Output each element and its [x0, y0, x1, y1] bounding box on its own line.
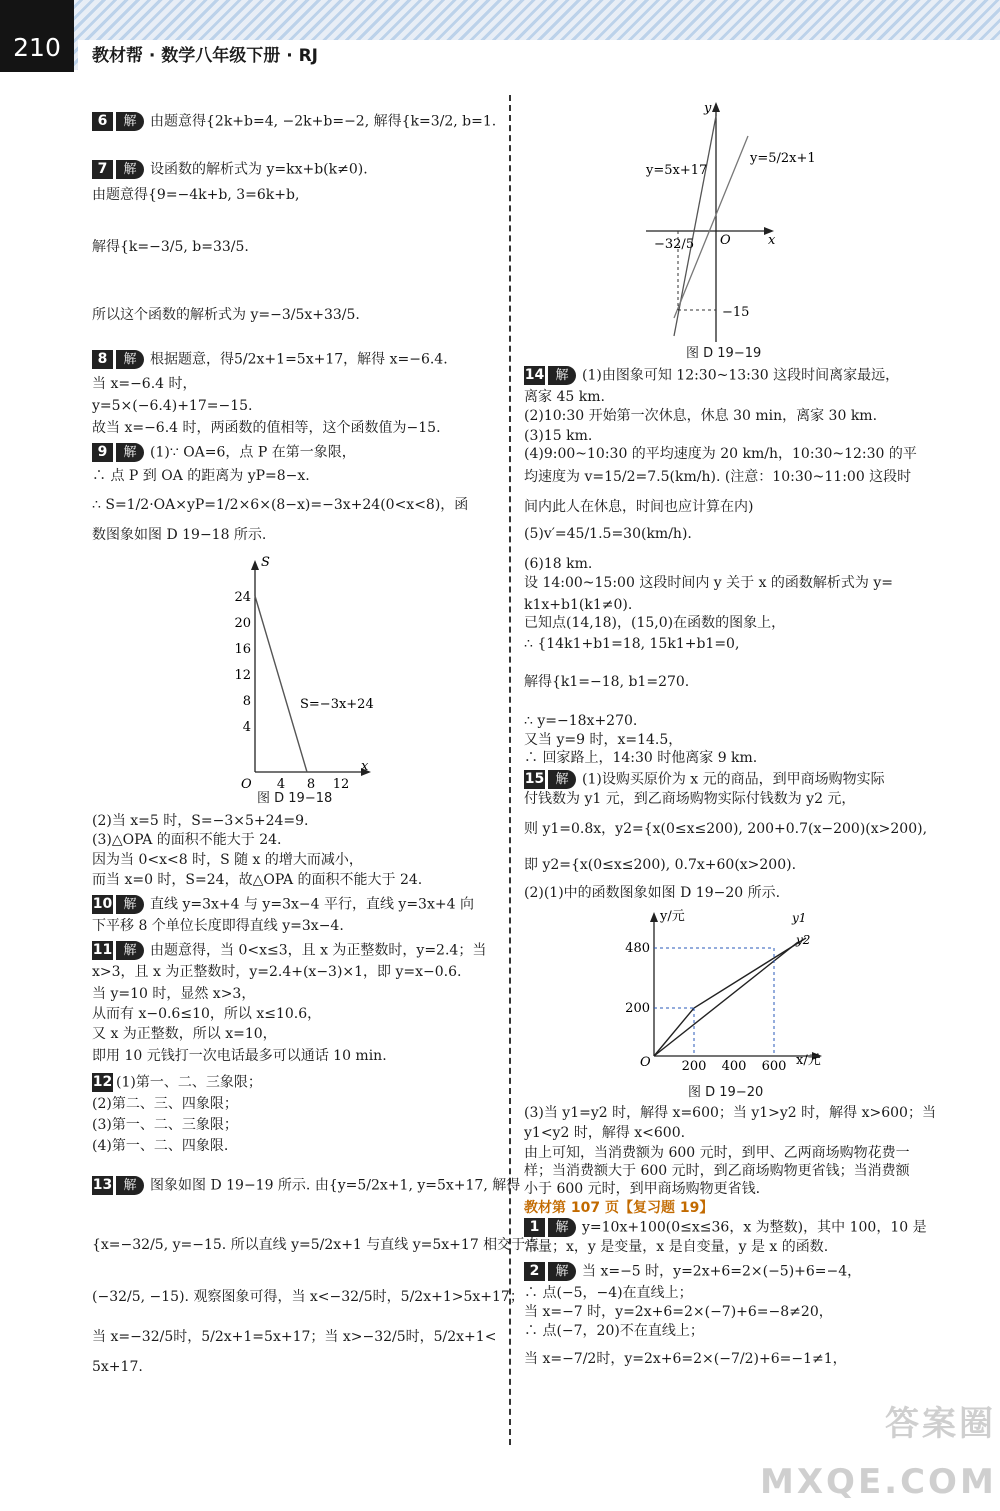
answer-text: (4)9:00~10:30 的平均速度为 20 km/h，10:30~12:30 的平 [524, 446, 917, 462]
tick-label: 8 [242, 694, 251, 709]
y-tick-labels [625, 941, 650, 1016]
left_col-line [92, 186, 299, 204]
problem-number: 9 [92, 443, 113, 462]
y-axis-arrow [712, 102, 720, 112]
right_col-line [524, 1303, 833, 1321]
answer-text: ∴ {14k1+b1=18, 15k1+b1=0, [524, 636, 740, 652]
y-tick-labels [234, 590, 251, 735]
section-heading: 教材第 107 页【复习题 19】 [524, 1200, 714, 1216]
answer-text: ∴ 点(−7，20)不在直线上； [524, 1323, 704, 1339]
right_col-line [524, 884, 780, 902]
answer-text: k1x+b1(k1≠0). [524, 597, 633, 613]
tick-label: 600 [761, 1059, 787, 1074]
answer-text: 则 y1=0.8x，y2={x(0≤x≤200), 200+0.7(x−200)(x>200), [524, 821, 928, 837]
answer-text: 又 x 为正整数，所以 x=10， [92, 1026, 277, 1042]
axis-label-s: S [261, 555, 270, 570]
tick-label: 12 [332, 777, 350, 792]
right_col-line [524, 1124, 685, 1142]
answer-text: (3)第一、二、三象限； [92, 1117, 238, 1133]
left_col-line [92, 941, 486, 960]
graph-line-y1 [654, 942, 798, 1056]
answer-text: 因为当 0<x<8 时，S 随 x 的增大而减小， [92, 852, 363, 868]
left_col-line [92, 350, 448, 369]
page-number: 210 [0, 0, 74, 72]
y-axis-arrow [251, 560, 259, 570]
answer-text: (1)第一、二、三象限； [116, 1074, 262, 1091]
right_col-line [524, 1238, 828, 1256]
right_col-line [524, 673, 689, 691]
answer-text: 数图象如图 D 19−18 所示. [92, 527, 267, 543]
label-y2: y2 [796, 933, 811, 947]
graph-line-s [255, 596, 307, 772]
tick-label: 4 [276, 777, 286, 792]
left_col-line [92, 1358, 143, 1376]
answer-text: (3)当 y1=y2 时，解得 x=600；当 y1>y2 时，解得 x>600；当 [524, 1105, 936, 1121]
right_col-line [524, 1262, 861, 1281]
left_col-line [92, 963, 462, 981]
problem-number: 14 [524, 367, 545, 383]
origin-label: O [640, 1055, 651, 1070]
solution-tag: 解 [548, 1262, 576, 1281]
solution-tag: 解 [548, 770, 576, 789]
right_col-line [524, 1350, 847, 1368]
figure-caption-d19-18: 图 D 19−18 [257, 791, 333, 806]
figure-d19-20 [620, 904, 840, 1076]
problem-number: 8 [92, 350, 113, 369]
left_col-line [92, 1236, 539, 1254]
left_col-line [92, 1073, 262, 1092]
answer-text: 离家 45 km. [524, 389, 605, 405]
right_col-line [524, 498, 753, 516]
left_col-line [92, 1288, 524, 1306]
y-axis-arrow [650, 912, 658, 922]
answer-text: 均速度为 v=15/2=7.5(km/h). (注意：10:30~11:00 这段时 [524, 469, 912, 485]
tick-label: 480 [625, 941, 650, 956]
left_col-line [92, 985, 255, 1003]
answer-text: (6)18 km. [524, 556, 593, 572]
left_col-line [92, 1095, 238, 1113]
problem-number: 12 [92, 1074, 113, 1090]
answer-text: 当 x=−32/5时，5/2x+1=5x+17；当 x>−32/5时，5/2x+1< [92, 1329, 497, 1345]
tick-label: 200 [681, 1059, 707, 1074]
answer-text: 小于 600 元时，到甲商场购物更省钱. [524, 1181, 761, 1197]
left_col-line [92, 1176, 520, 1195]
left_col-line [92, 419, 441, 437]
answer-text: 当 x=−7 时，y=2x+6=2×(−7)+6=−8≠20， [524, 1304, 833, 1320]
left_col-line [92, 112, 496, 131]
y-mark-label: −15 [722, 305, 750, 320]
right_col-line [524, 1218, 927, 1237]
line-label-a: y=5x+17 [646, 163, 708, 178]
solution-tag: 解 [548, 1218, 576, 1237]
answer-text: (2)10:30 开始第一次休息，休息 30 min，离家 30 km. [524, 408, 878, 424]
tick-label: 24 [234, 590, 251, 605]
problem-number: 7 [92, 160, 113, 179]
answer-text: 由上可知，当消费额为 600 元时，到甲、乙两商场购物花费一 [524, 1145, 910, 1161]
answer-text: 已知点(14,18)，(15,0)在函数的图象上， [524, 615, 786, 631]
right_col-line [524, 525, 692, 543]
answer-text: 又当 y=9 时，x=14.5， [524, 732, 683, 748]
answer-text: x>3，且 x 为正整数时，y=2.4+(x−3)×1，即 y=x−0.6. [92, 964, 462, 980]
right_col-line [524, 1322, 704, 1340]
right_col-line [524, 712, 637, 730]
x-tick-labels [682, 1059, 787, 1074]
problem-number: 11 [92, 942, 113, 958]
tick-label: 12 [234, 668, 251, 683]
line-label-b: y=5/2x+1 [750, 151, 816, 166]
right_col-line [524, 468, 911, 486]
tick-label: 400 [721, 1059, 747, 1074]
left_col-line [92, 917, 344, 935]
problem-number: 6 [92, 112, 113, 131]
solution-tag: 解 [116, 350, 144, 369]
figure-d19-19 [640, 98, 815, 344]
right_col-line [524, 1284, 693, 1302]
right_col-line [524, 790, 855, 808]
solution-tag: 解 [548, 366, 576, 385]
solution-tag: 解 [116, 1176, 144, 1195]
solution-tag: 解 [116, 895, 144, 914]
right_col-line [524, 1162, 910, 1180]
answer-text: 从而有 x−0.6≤10，所以 x≤10.6， [92, 1006, 322, 1022]
right_col-line [524, 555, 592, 573]
left_col-line [92, 871, 422, 889]
answer-text: 当 x=−6.4 时， [92, 376, 197, 392]
solution-tag: 解 [116, 941, 144, 960]
left_col-line [92, 306, 360, 324]
answer-text: {x=−32/5, y=−15. 所以直线 y=5/2x+1 与直线 y=5x+17 相交于点 [92, 1237, 540, 1253]
left_col-line [92, 160, 368, 179]
origin-label: O [720, 233, 731, 248]
left_col-line [92, 1116, 238, 1134]
x-mark-label: −32/5 [654, 237, 695, 252]
right_col-line [524, 596, 632, 614]
tick-label: 20 [234, 616, 251, 631]
right_col-line [524, 1180, 760, 1198]
problem-number: 2 [524, 1262, 545, 1281]
right_col-line [524, 388, 605, 406]
left_col-line [92, 467, 310, 485]
axis-label-y: y/元 [660, 909, 685, 924]
answer-text: 常量；x，y 是变量，x 是自变量，y 是 x 的函数. [524, 1239, 829, 1255]
answer-text: 由题意得{2k+b=4, −2k+b=−2, 解得{k=3/2, b=1. [150, 113, 497, 130]
answer-text: 图象如图 D 19−19 所示. 由{y=5/2x+1, y=5x+17, 解得 [150, 1177, 521, 1194]
figure-caption-d19-19: 图 D 19−19 [686, 346, 762, 361]
answer-text: ∴ 点 P 到 OA 的距离为 yP=8−x. [92, 468, 310, 484]
figure-d19-18 [225, 552, 375, 792]
left_col-line [92, 1137, 228, 1155]
problem-number: 15 [524, 771, 545, 787]
answer-text: (−32/5, −15). 观察图象可得，当 x<−32/5时，5/2x+1>5x+17； [92, 1289, 524, 1305]
answer-text: y=10x+100(0≤x≤36，x 为整数)，其中 100，10 是 [582, 1219, 927, 1236]
answer-text: 即用 10 元钱打一次电话最多可以通话 10 min. [92, 1048, 387, 1064]
answer-text: 而当 x=0 时，S=24，故△OPA 的面积不能大于 24. [92, 872, 423, 888]
right_col-line [524, 614, 785, 632]
right_col-line [524, 445, 917, 463]
answer-text: (1)由图象可知 12:30~13:30 这段时间离家最远， [582, 367, 900, 384]
answer-text: 当 x=−7/2时，y=2x+6=2×(−7/2)+6=−1≠1， [524, 1351, 847, 1367]
tick-label: 200 [625, 1001, 650, 1016]
answer-text: (3)15 km. [524, 428, 593, 444]
right_col-line [524, 770, 885, 789]
right_col-line [524, 749, 757, 767]
running-title: 教材帮 · 数学八年级下册 · RJ [78, 40, 1000, 72]
left_col-line [92, 895, 474, 914]
answer-text: 当 x=−5 时，y=2x+6=2×(−5)+6=−4， [582, 1263, 862, 1280]
right_col-line [524, 1199, 713, 1217]
answer-text: 设 14:00~15:00 这段时间内 y 关于 x 的函数解析式为 y= [524, 575, 894, 591]
answer-text: (3)△OPA 的面积不能大于 24. [92, 832, 282, 848]
answer-text: ∴ 回家路上，14:30 时他离家 9 km. [524, 750, 758, 766]
answer-text: 由题意得{9=−4k+b, 3=6k+b, [92, 187, 300, 203]
answer-text: 所以这个函数的解析式为 y=−3/5x+33/5. [92, 307, 360, 323]
left_col-line [92, 1328, 496, 1346]
answer-text: 下平移 8 个单位长度即得直线 y=3x−4. [92, 918, 344, 934]
left_col-line [92, 1047, 387, 1065]
answer-text: 根据题意，得5/2x+1=5x+17，解得 x=−6.4. [150, 351, 448, 368]
watermark: 答案圈 MXQE.COM [760, 1404, 997, 1502]
left_col-line [92, 812, 309, 830]
tick-label: 4 [242, 720, 251, 735]
axis-label-x: x [361, 759, 369, 774]
answer-text: 由题意得，当 0<x≤3，且 x 为正整数时，y=2.4；当 [150, 942, 487, 959]
tick-label: 8 [306, 777, 316, 792]
problem-number: 1 [524, 1218, 545, 1237]
axis-label-y: y [704, 101, 712, 116]
origin-label: O [241, 777, 252, 792]
left_col-line [92, 526, 266, 544]
left_col-line [92, 375, 197, 393]
left_col-line [92, 1005, 321, 1023]
right_col-line [524, 820, 927, 838]
answer-text: 间内此人在休息，时间也应计算在内) [524, 499, 754, 515]
answer-text: 故当 x=−6.4 时，两函数的值相等，这个函数值为−15. [92, 420, 441, 436]
answer-text: 样；当消费额大于 600 元时，到乙商场购物更省钱；当消费额 [524, 1163, 910, 1179]
left_col-line [92, 443, 356, 462]
answer-text: (5)v′=45/1.5=30(km/h). [524, 526, 692, 542]
answer-text: 解得{k1=−18, b1=270. [524, 674, 690, 690]
right_col-line [524, 427, 592, 445]
answer-text: ∴ 点(−5，−4)在直线上； [524, 1285, 693, 1301]
right_col-line [524, 574, 893, 592]
right_col-line [524, 1144, 910, 1162]
right_col-line [524, 856, 796, 874]
answer-text: ∴ y=−18x+270. [524, 713, 638, 729]
answer-text: 设函数的解析式为 y=kx+b(k≠0). [150, 161, 368, 178]
solution-tag: 解 [116, 112, 144, 131]
answer-text: 直线 y=3x+4 与 y=3x−4 平行，直线 y=3x+4 向 [150, 896, 474, 913]
right_col-line [524, 366, 899, 385]
left_col-line [92, 496, 468, 514]
axis-label-x: x [768, 233, 776, 248]
left_col-line [92, 851, 363, 869]
tick-label: 16 [234, 642, 251, 657]
answer-text: y=5×(−6.4)+17=−15. [92, 398, 253, 414]
solution-tag: 解 [116, 443, 144, 462]
axis-label-x: x/元 [796, 1053, 821, 1068]
answer-text: (4)第一、二、四象限. [92, 1138, 229, 1154]
answer-text: (2)(1)中的函数图象如图 D 19−20 所示. [524, 885, 781, 901]
left_col-line [92, 238, 249, 256]
answer-text: 即 y2={x(0≤x≤200), 0.7x+60(x>200). [524, 857, 797, 873]
left_col-line [92, 397, 252, 415]
answer-text: (2)第二、三、四象限； [92, 1096, 238, 1112]
problem-number: 13 [92, 1177, 113, 1193]
right_col-line [524, 407, 877, 425]
answer-text: (1)∵ OA=6，点 P 在第一象限， [150, 444, 356, 461]
answer-text: ∴ S=1/2·OA×yP=1/2×6×(8−x)=−3x+24(0<x<8)，函 [92, 497, 469, 513]
left_col-line [92, 831, 282, 849]
label-y1: y1 [792, 911, 807, 925]
right_col-line [524, 731, 682, 749]
answer-text: 解得{k=−3/5, b=33/5. [92, 239, 249, 255]
answer-text: 当 y=10 时，显然 x>3， [92, 986, 256, 1002]
answer-text: (1)设购买原价为 x 元的商品，到甲商场购物实际 [582, 771, 885, 788]
solution-tag: 解 [116, 160, 144, 179]
right_col-line [524, 635, 739, 653]
answer-text: y1<y2 时，解得 x<600. [524, 1125, 686, 1141]
problem-number: 10 [92, 896, 113, 912]
answer-text: 付钱数为 y1 元，到乙商场购物实际付钱数为 y2 元， [524, 791, 856, 807]
answer-text: (2)当 x=5 时，S=−3×5+24=9. [92, 813, 309, 829]
right_col-line [524, 1104, 936, 1122]
figure-caption-d19-20: 图 D 19−20 [688, 1085, 764, 1100]
left_col-line [92, 1025, 277, 1043]
answer-text: 5x+17. [92, 1359, 143, 1375]
line-label: S=−3x+24 [300, 697, 374, 712]
